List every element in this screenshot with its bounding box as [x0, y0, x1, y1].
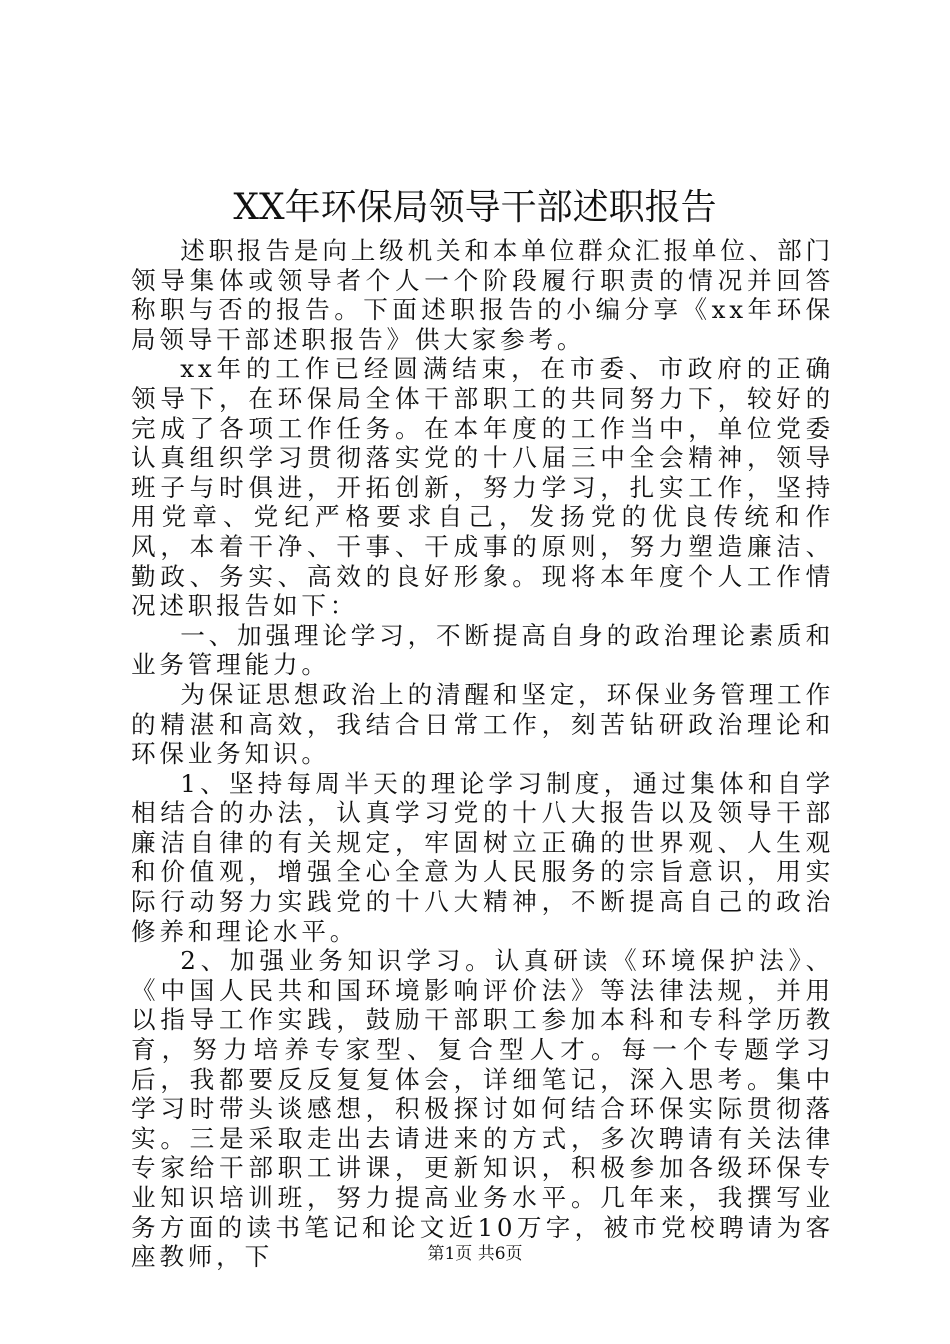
paragraph-summary: xx年的工作已经圆满结束，在市委、市政府的正确领导下，在环保局全体干部职工的共同努力下，较好的完成了各项工作任务。在本年度的工作当中，单位党委认真组织学习贯彻落实党的十八届三中全会精神，领导班子与时俱进，开拓创新，努力学习，扎实工作，坚持用党章、党纪严格要求自己，发扬党的优良传统和作风，本着干净、干事、干成事的原则，努力塑造廉洁、勤政、务实、高效的良好形象。现将本年度个人工作情况述职报告如下：	[131, 354, 834, 621]
paragraph-item-2: 2、加强业务知识学习。认真研读《环境保护法》、《中国人民共和国环境影响评价法》等法律法规，并用以指导工作实践，鼓励干部职工参加本科和专科学历教育，努力培养专家型、复合型人才。每一个专题学习后，我都要反反复复体会，详细笔记，深入思考。集中学习时带头谈感想，积极探讨如何结合环保实际贯彻落实。三是采取走出去请进来的方式，多次聘请有关法律专家给干部职工讲课，更新知识，积极参加各级环保专业知识培训班，努力提高业务水平。几年来，我撰写业务方面的读书笔记和论文近10万字，被市党校聘请为客座教师，下	[131, 946, 834, 1272]
document-title: XX年环保局领导干部述职报告	[233, 187, 717, 228]
paragraph-intro: 述职报告是向上级机关和本单位群众汇报单位、部门领导集体或领导者个人一个阶段履行职责的情况并回答称职与否的报告。下面述职报告的小编分享《xx年环保局领导干部述职报告》供大家参考。	[131, 236, 834, 354]
page-number-footer: 第1页 共6页	[427, 1244, 523, 1264]
paragraph-section-intro: 为保证思想政治上的清醒和坚定，环保业务管理工作的精湛和高效，我结合日常工作，刻苦钻研政治理论和环保业务知识。	[131, 679, 834, 769]
document-body	[131, 236, 834, 1272]
paragraph-section-heading: 一、加强理论学习，不断提高自身的政治理论素质和业务管理能力。	[131, 620, 834, 680]
paragraph-item-1: 1、坚持每周半天的理论学习制度，通过集体和自学相结合的办法，认真学习党的十八大报告以及领导干部廉洁自律的有关规定，牢固树立正确的世界观、人生观和价值观，增强全心全意为人民服务的宗旨意识，用实际行动努力实践党的十八大精神，不断提高自己的政治修养和理论水平。	[131, 768, 834, 946]
